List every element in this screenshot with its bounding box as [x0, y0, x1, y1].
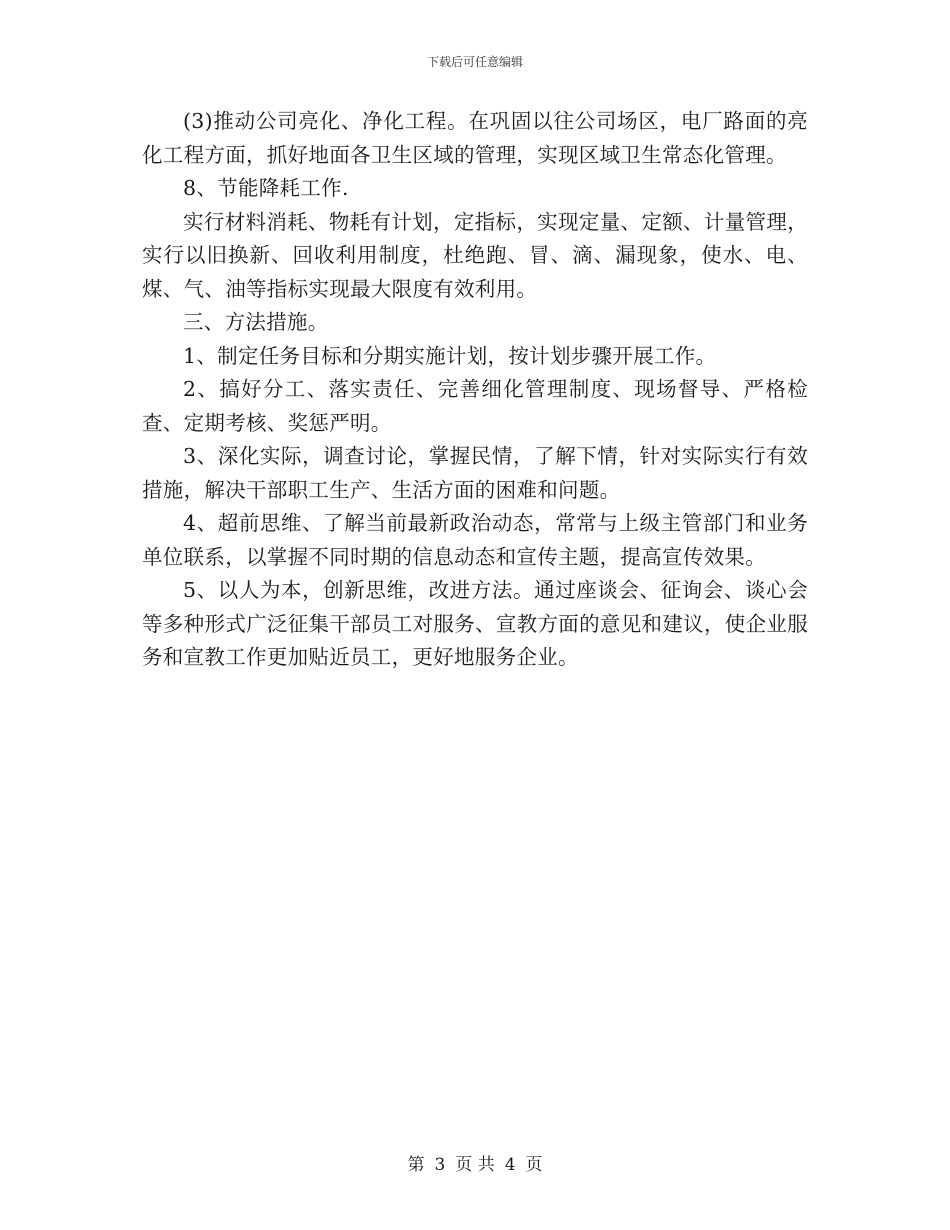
footer-suffix: 页: [525, 1155, 543, 1175]
page-footer: [0, 1154, 950, 1176]
paragraph-method-2: 2、搞好分工、落实责任、完善细化管理制度、现场督导、严格检查、定期考核、奖惩严明。: [142, 377, 808, 435]
document-body: [142, 105, 808, 675]
paragraph-method-5: 5、以人为本，创新思维，改进方法。通过座谈会、征询会、谈心会等多种形式广泛征集干部员工对服务、宣教方面的意见和建议，使企业服务和宣教工作更加贴近员工，更好地服务企业。: [142, 578, 808, 669]
paragraph-energy-saving-body: 实行材料消耗、物耗有计划，定指标，实现定量、定额、计量管理，实行以旧换新、回收利用制度，杜绝跑、冒、滴、漏现象，使水、电、煤、气、油等指标实现最大限度有效利用。: [142, 209, 808, 301]
page-header: 下载后可任意编辑: [426, 55, 523, 69]
paragraph-methods-heading: 三、方法措施。: [183, 310, 329, 334]
paragraph-method-3: 3、深化实际，调查讨论，掌握民情，了解下情，针对实际实行有效措施，解决干部职工生产、生活方面的困难和问题。: [142, 444, 808, 502]
footer-middle: 页 共: [455, 1155, 495, 1175]
footer-prefix: 第: [407, 1155, 425, 1175]
paragraph-energy-saving-heading: 8、节能降耗工作.: [183, 176, 349, 200]
footer-current-page: 3: [434, 1155, 446, 1175]
paragraph-lighting-project: (3)推动公司亮化、净化工程。在巩固以往公司场区，电厂路面的亮化工程方面，抓好地面各卫生区域的管理，实现区域卫生常态化管理。: [142, 109, 808, 167]
footer-total-pages: 4: [504, 1155, 516, 1175]
paragraph-method-1: 1、制定任务目标和分期实施计划，按计划步骤开展工作。: [183, 343, 717, 368]
paragraph-method-4: 4、超前思维、了解当前最新政治动态，常常与上级主管部门和业务单位联系，以掌握不同时期的信息动态和宣传主题，提高宣传效果。: [142, 511, 808, 569]
